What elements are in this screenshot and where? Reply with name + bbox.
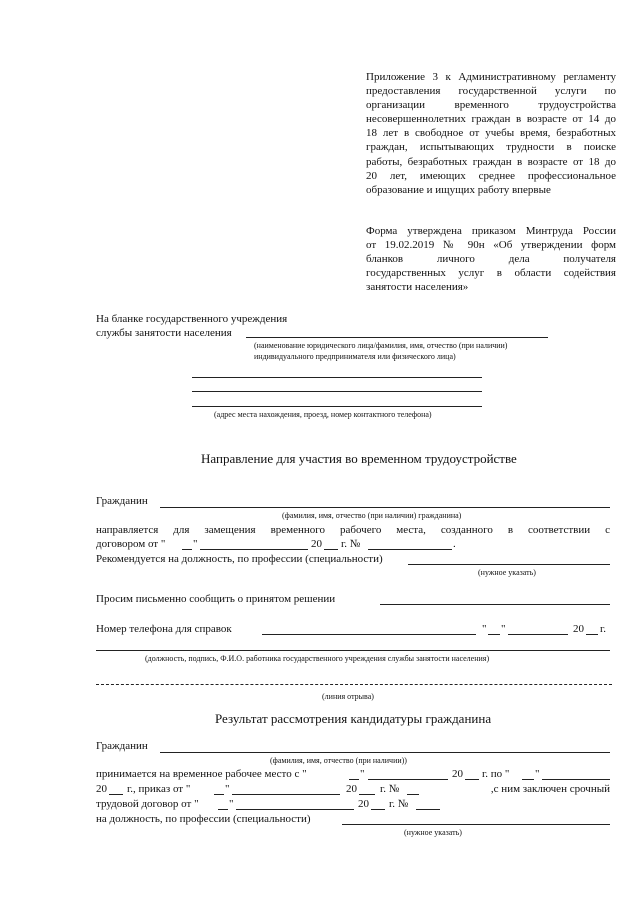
end-year-label: 20 xyxy=(96,783,107,795)
recommended-position-field[interactable] xyxy=(408,564,610,565)
appendix-line: образование и ищущих работу впервые xyxy=(366,183,551,196)
start-year-field[interactable] xyxy=(465,779,479,780)
result-position-caption: (нужное указать) xyxy=(404,828,462,837)
order-number-field[interactable] xyxy=(407,794,419,795)
phone-label: Номер телефона для справок xyxy=(96,623,232,635)
appendix-line: организации временного трудоустройства xyxy=(366,99,616,112)
contract-concluded-label: ,с ним заключен срочный xyxy=(490,783,610,795)
labor-contract-year-field[interactable] xyxy=(371,809,385,810)
form-note-line: занятости населения» xyxy=(366,281,469,294)
order-year-field[interactable] xyxy=(359,794,375,795)
appendix-line: граждан, испытывающих трудности в поиске xyxy=(366,141,616,154)
org-name-caption2: индивидуального предпринимателя или физического лица) xyxy=(254,352,456,361)
end-quote: " xyxy=(535,768,540,780)
document-title: Направление для участия во временном трудоустройстве xyxy=(201,451,517,466)
labor-contract-month-field[interactable] xyxy=(236,809,354,810)
end-year-field[interactable] xyxy=(109,794,123,795)
contract-quote: " xyxy=(193,538,198,550)
signature-field[interactable] xyxy=(96,650,610,651)
appendix-line: несовершеннолетних граждан в возрасте от 14 до xyxy=(366,113,616,126)
tear-line xyxy=(96,684,612,685)
address-field-2[interactable] xyxy=(192,391,482,392)
signature-caption: (должность, подпись, Ф.И.О. работника государственного учреждения службы занятости населения) xyxy=(145,654,490,663)
contract-day-field[interactable] xyxy=(182,549,192,550)
phone-day-field[interactable] xyxy=(488,634,500,635)
inform-field[interactable] xyxy=(380,604,610,605)
address-field-3[interactable] xyxy=(192,406,482,407)
phone-g-label: г. xyxy=(600,623,607,635)
contract-year-label: 20 xyxy=(311,538,322,550)
contract-prefix: договором от " xyxy=(96,538,166,550)
org-name-caption1: (наименование юридического лица/фамилия, имя, отчество (при наличии) xyxy=(254,341,508,350)
address-field-1[interactable] xyxy=(192,377,482,378)
labor-contract-number-field[interactable] xyxy=(416,809,440,810)
order-quote: " xyxy=(225,783,230,795)
citizen-name-caption: (фамилия, имя, отчество (при наличии) гражданина) xyxy=(282,511,462,520)
recommended-label: Рекомендуется на должность, по профессии (специальности) xyxy=(96,553,383,565)
start-day-field[interactable] xyxy=(349,779,359,780)
inform-label: Просим письменно сообщить о принятом решении xyxy=(96,593,336,605)
appendix-line: Приложение 3 к Административному регламенту xyxy=(366,71,616,83)
result-position-field[interactable] xyxy=(342,824,610,825)
order-month-field[interactable] xyxy=(232,794,340,795)
phone-field[interactable] xyxy=(262,634,476,635)
result-position-label: на должность, по профессии (специальности) xyxy=(96,813,311,825)
result-citizen-label: Гражданин xyxy=(96,740,148,752)
labor-contract-no-label: г. № xyxy=(389,798,409,810)
contract-month-field[interactable] xyxy=(200,549,308,550)
result-title: Результат рассмотрения кандидатуры гражданина xyxy=(215,711,492,726)
form-note-line: бланков личного дела получателя xyxy=(366,253,616,266)
order-year-label: 20 xyxy=(346,783,357,795)
contract-end: . xyxy=(453,538,456,550)
form-note-line: государственных услуг в области содействия xyxy=(366,267,616,280)
form-note-line: от 19.02.2019 № 90н «Об утверждении форм xyxy=(366,239,616,252)
start-quote: " xyxy=(360,768,365,780)
address-caption: (адрес места нахождения, проезд, номер контактного телефона) xyxy=(214,410,432,419)
citizen-label: Гражданин xyxy=(96,495,148,507)
tear-caption: (линия отрыва) xyxy=(322,692,374,701)
labor-contract-year-label: 20 xyxy=(358,798,369,810)
contract-no-label: г. № xyxy=(341,538,361,550)
phone-month-field[interactable] xyxy=(508,634,568,635)
appendix-line: предоставления государственной услуги по xyxy=(366,85,616,98)
appendix-block xyxy=(366,70,616,197)
order-day-field[interactable] xyxy=(214,794,224,795)
phone-quote-close: " xyxy=(501,623,506,635)
org-name-field[interactable] xyxy=(246,337,548,338)
citizen-name-field[interactable] xyxy=(160,507,610,508)
appendix-line: 20 лет, имеющих среднее профессиональное xyxy=(366,169,616,182)
order-label: г., приказ от " xyxy=(127,783,191,795)
result-citizen-name-field[interactable] xyxy=(160,752,610,753)
accepted-label: принимается на временное рабочее место с " xyxy=(96,768,307,780)
phone-year-label: 20 xyxy=(573,623,584,635)
phone-quote-open: " xyxy=(482,623,487,635)
appendix-line: работы, безработных граждан в возрасте от 18 до xyxy=(366,155,616,168)
result-citizen-caption: (фамилия, имя, отчество (при наличии)) xyxy=(270,756,407,765)
contract-year-field[interactable] xyxy=(324,549,338,550)
order-no-label: г. № xyxy=(380,783,400,795)
start-year-label: 20 xyxy=(452,768,463,780)
appendix-line: 18 лет в свободное от учебы время, безработных xyxy=(366,127,616,140)
end-date-label: г. по " xyxy=(482,768,510,780)
labor-contract-day-field[interactable] xyxy=(218,809,228,810)
direction-line: направляется для замещения временного рабочего места, созданного в соответствии с xyxy=(96,524,610,536)
labor-contract-quote: " xyxy=(229,798,234,810)
form-note-line: Форма утверждена приказом Минтруда России xyxy=(366,225,616,237)
start-month-field[interactable] xyxy=(368,779,448,780)
contract-number-field[interactable] xyxy=(368,549,452,550)
recommended-caption: (нужное указать) xyxy=(478,568,536,577)
labor-contract-label: трудовой договор от " xyxy=(96,798,199,810)
form-approval-note xyxy=(366,224,616,294)
letterhead-line1: На бланке государственного учреждения xyxy=(96,313,288,325)
end-month-field[interactable] xyxy=(542,779,610,780)
letterhead-line2: службы занятости населения xyxy=(96,327,232,339)
phone-year-field[interactable] xyxy=(586,634,598,635)
end-day-field[interactable] xyxy=(522,779,534,780)
